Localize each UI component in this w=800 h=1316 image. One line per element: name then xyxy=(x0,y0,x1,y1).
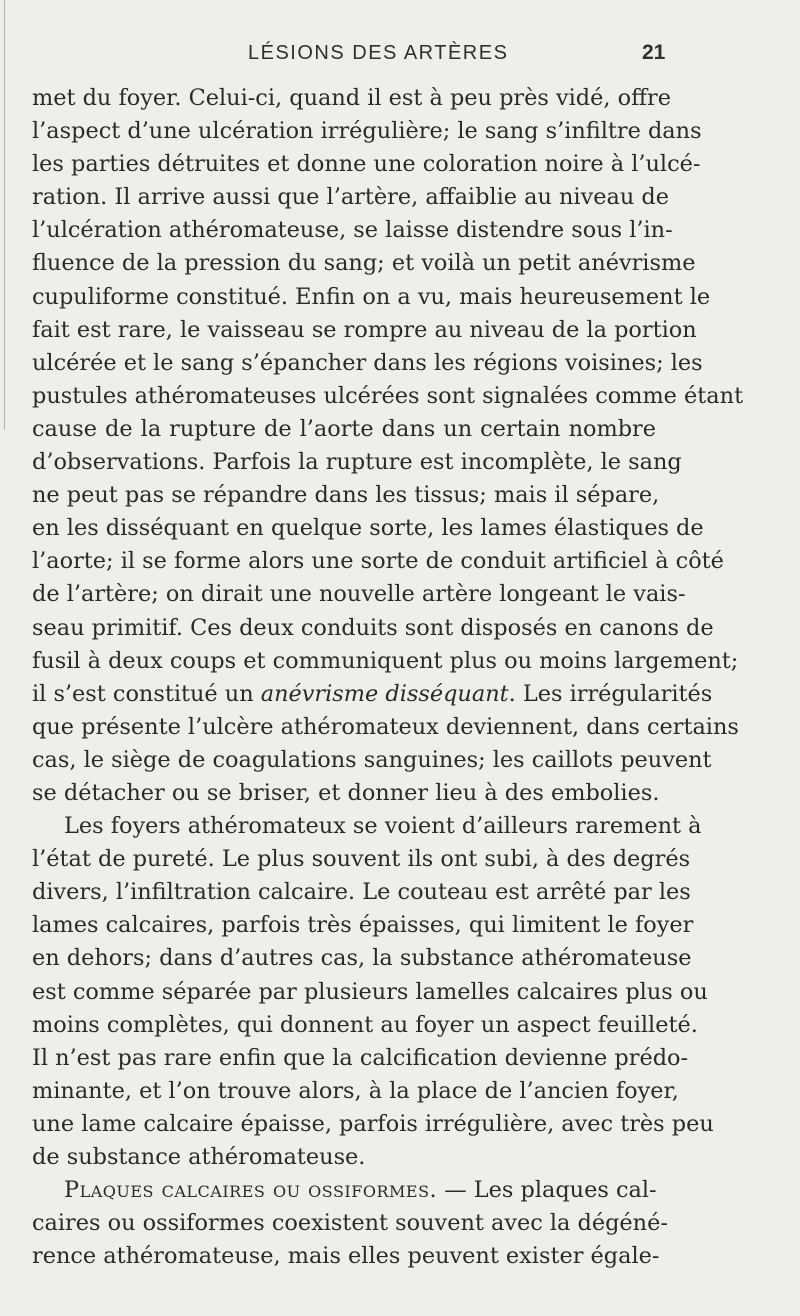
text-line: seau primitif. Ces deux conduits sont disposés en canons de xyxy=(32,614,714,641)
text-line: l’aorte; il se forme alors une sorte de conduit artificiel à côté xyxy=(32,548,724,575)
text-fragment: il s’est constitué un xyxy=(32,680,261,707)
text-line: lames calcaires, parfois très épaisses, qui limitent le foyer xyxy=(32,912,694,939)
text-line: d’observations. Parfois la rupture est incomplète, le sang xyxy=(32,449,682,476)
text-line: met du foyer. Celui-ci, quand il est à peu près vidé, offre xyxy=(32,85,671,111)
text-line: une lame calcaire épaisse, parfois irrégulière, avec très peu xyxy=(32,1110,714,1137)
text-fragment: — Les plaques cal- xyxy=(437,1177,657,1204)
text-line: en dehors; dans d’autres cas, la substance athéromateuse xyxy=(32,945,692,972)
paragraph-continuation xyxy=(32,82,744,810)
paragraph-calcareous-plaques xyxy=(32,1174,668,1273)
page-number: 21 xyxy=(642,41,666,64)
text-line: que présente l’ulcère athéromateux deviennent, dans certains xyxy=(32,713,739,740)
text-line: fait est rare, le vaisseau se rompre au niveau de la portion xyxy=(32,316,697,343)
text-line: ne peut pas se répandre dans les tissus; mais il sépare, xyxy=(32,482,660,509)
text-line: fluence de la pression du sang; et voilà un petit anévrisme xyxy=(32,250,696,277)
text-line: cause de la rupture de l’aorte dans un certain nombre xyxy=(32,415,656,442)
text-line: fusil à deux coups et communiquent plus ou moins largement; xyxy=(32,647,739,674)
body-text xyxy=(32,82,744,1273)
text-line: divers, l’infiltration calcaire. Le couteau est arrêté par les xyxy=(32,879,691,906)
text-line: de substance athéromateuse. xyxy=(32,1144,366,1170)
text-line: ration. Il arrive aussi que l’artère, affaiblie au niveau de xyxy=(32,184,669,211)
section-run-in-heading: Plaques calcaires ou ossiformes. xyxy=(64,1177,438,1204)
paragraph-atheromatous-foci xyxy=(32,810,714,1174)
text-line: de l’artère; on dirait une nouvelle artère longeant le vais- xyxy=(32,581,686,608)
running-title: LÉSIONS DES ARTÈRES xyxy=(248,42,509,64)
text-line: cas, le siège de coagulations sanguines; les caillots peuvent xyxy=(32,746,712,773)
text-line: les parties détruites et donne une coloration noire à l’ulcé- xyxy=(32,151,701,178)
text-line: est comme séparée par plusieurs lamelles calcaires plus ou xyxy=(32,978,708,1005)
text-line: minante, et l’on trouve alors, à la place de l’ancien foyer, xyxy=(32,1077,679,1104)
text-line: cupuliforme constitué. Enfin on a vu, mais heureusement le xyxy=(32,283,711,310)
text-line: rence athéromateuse, mais elles peuvent exister égale- xyxy=(32,1243,660,1270)
text-fragment: . Les irrégularités xyxy=(508,680,713,707)
text-line-with-heading xyxy=(32,1174,656,1207)
text-line: ulcérée et le sang s’épancher dans les régions voisines; les xyxy=(32,349,703,376)
text-line: en les disséquant en quelque sorte, les lames élastiques de xyxy=(32,515,704,542)
text-line: l’ulcération athéromateuse, se laisse distendre sous l’in- xyxy=(32,217,673,244)
italic-term: anévrisme disséquant xyxy=(260,680,509,707)
text-line: se détacher ou se briser, et donner lieu à des embolies. xyxy=(32,779,660,806)
text-line: Les foyers athéromateux se voient d’ailleurs rarement à xyxy=(64,813,702,840)
text-line: l’aspect d’une ulcération irrégulière; le sang s’infiltre dans xyxy=(32,118,702,145)
text-line-with-italic-term xyxy=(32,678,713,711)
text-line: l’état de pureté. Le plus souvent ils ont subi, à des degrés xyxy=(32,846,691,873)
text-line: caires ou ossiformes coexistent souvent avec la dégéné- xyxy=(32,1210,668,1237)
text-line: Il n’est pas rare enfin que la calcification devienne prédo- xyxy=(32,1044,689,1071)
running-header xyxy=(0,42,800,72)
text-line: pustules athéromateuses ulcérées sont signalées comme étant xyxy=(32,382,744,409)
text-line: moins complètes, qui donnent au foyer un aspect feuilleté. xyxy=(32,1011,698,1038)
